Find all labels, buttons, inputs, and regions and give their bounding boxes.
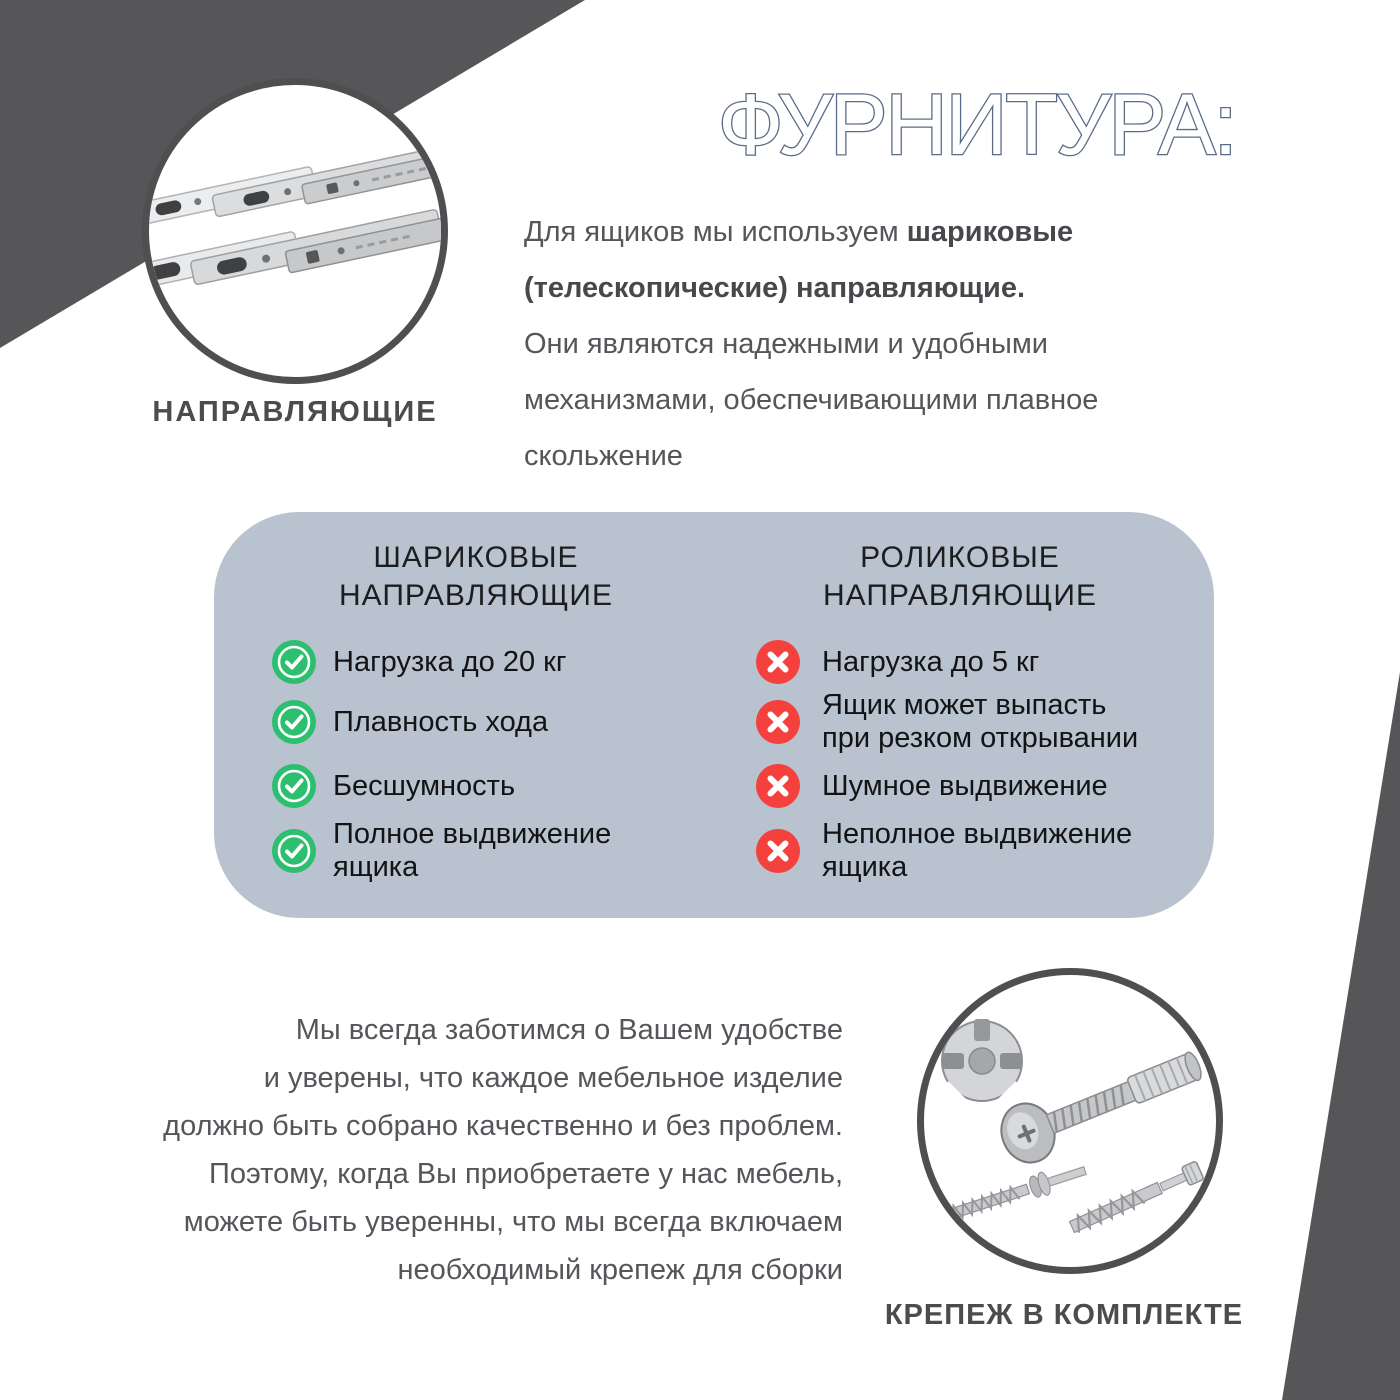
page-title-text: ФУРНИТУРА: [718, 77, 1236, 173]
outro-line: Мы всегда заботимся о Вашем удобстве [295, 1014, 843, 1046]
drawer-slides-photo [142, 78, 448, 384]
intro-line: скольжение [524, 440, 683, 472]
roller-guides-column [756, 512, 1164, 918]
cross-circle-icon [756, 640, 800, 684]
comparison-panel [214, 512, 1214, 918]
check-circle-icon [272, 764, 316, 808]
outro-paragraph [55, 1006, 843, 1294]
drawer-slides-illustration [149, 85, 441, 377]
fasteners-photo [917, 968, 1223, 1274]
outro-line: Поэтому, когда Вы приобретаете у нас мебель, [209, 1158, 843, 1190]
fasteners-caption: КРЕПЕЖ В КОМПЛЕКТЕ [884, 1299, 1244, 1331]
ball-guides-header: ШАРИКОВЫЕ НАПРАВЛЯЮЩИЕ [339, 541, 613, 612]
con-item-label: Неполное выдвижение ящика [822, 818, 1133, 883]
pro-item-label: Бесшумность [333, 769, 516, 802]
con-item-label: Нагрузка до 5 кг [822, 645, 1040, 678]
pro-item-label: Плавность хода [333, 705, 549, 738]
cross-circle-icon [756, 764, 800, 808]
pro-item [272, 818, 611, 884]
roller-guides-header: РОЛИКОВЫЕ НАПРАВЛЯЮЩИЕ [823, 541, 1097, 612]
drawer-slides-caption: НАПРАВЛЯЮЩИЕ [152, 396, 438, 428]
intro-line: Для ящиков мы используем шариковые [524, 216, 1074, 248]
outro-line: необходимый крепеж для сборки [397, 1254, 843, 1286]
intro-line: механизмами, обеспечивающими плавное [524, 384, 1099, 416]
pro-item-label: Полное выдвижение ящика [333, 818, 612, 883]
outro-line: и уверены, что каждое мебельное изделие [263, 1062, 843, 1094]
con-item-label: Ящик может выпасть при резком открывании [822, 689, 1139, 754]
corner-shape-bottom-right [1282, 672, 1400, 1400]
con-item-label: Шумное выдвижение [822, 769, 1108, 802]
cross-circle-icon [756, 700, 800, 744]
con-item [756, 764, 1108, 808]
outro-line: должно быть собрано качественно и без проблем. [163, 1110, 843, 1142]
pro-item [272, 640, 566, 684]
check-circle-icon [272, 700, 316, 744]
con-item [756, 689, 1138, 755]
intro-paragraph [524, 204, 1214, 484]
intro-line: (телескопические) направляющие. [524, 272, 1026, 304]
con-item [756, 640, 1039, 684]
page-title [718, 62, 1338, 179]
pro-item [272, 700, 548, 744]
outro-line: можете быть уверенны, что мы всегда включаем [183, 1206, 843, 1238]
fasteners-illustration [924, 975, 1216, 1267]
con-item [756, 818, 1132, 884]
check-circle-icon [272, 829, 316, 873]
cross-circle-icon [756, 829, 800, 873]
pro-item-label: Нагрузка до 20 кг [333, 645, 567, 678]
check-circle-icon [272, 640, 316, 684]
pro-item [272, 764, 515, 808]
intro-line: Они являются надежными и удобными [524, 328, 1048, 360]
ball-guides-column [272, 512, 680, 918]
